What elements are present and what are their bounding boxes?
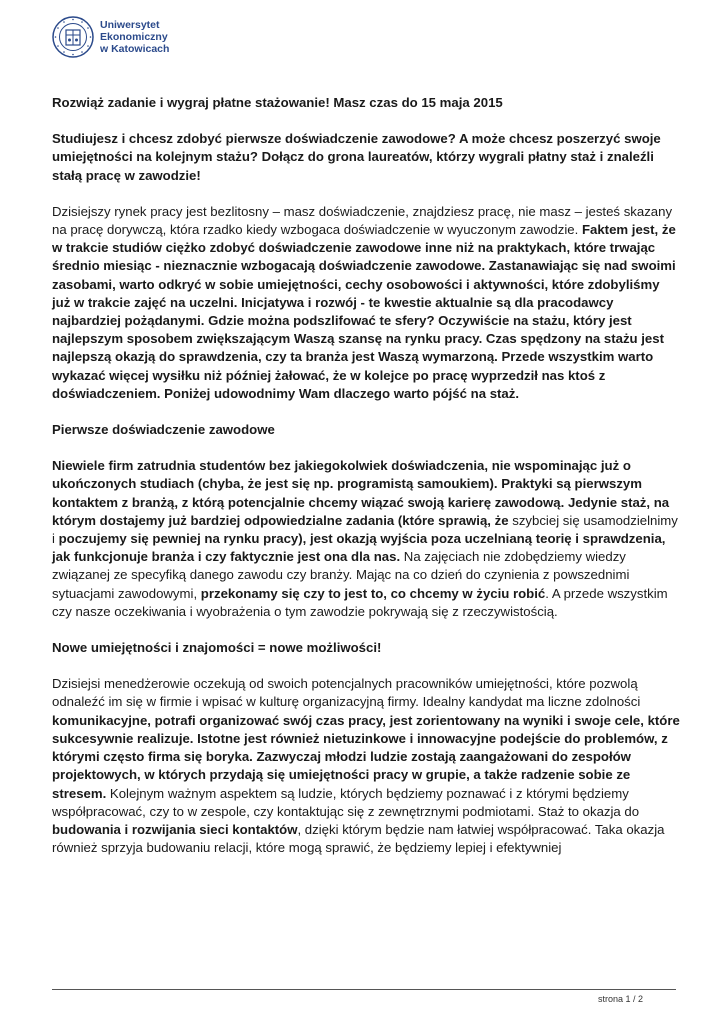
university-seal-icon: [52, 16, 94, 58]
paragraph-experience: Niewiele firm zatrudnia studentów bez jakiegokolwiek doświadczenia, nie wspominając już o ukończonych studiach (chyba, że jest się np. programistą samoukiem). Praktyki są pierwszym kontaktem z branżą, z którą potencjalnie chcemy wiązać swoją karierę zawodową. Jedynie staż, na którym dostajemy już bardziej odpowiedzialne zadania (które sprawią, że szybciej się usamodzielnimy i poczujemy się pewniej na rynku pracy), jest okazją wyjścia poza uczelnianą teorię i sprawdzenia, jak funkcjonuje branża i czy faktycznie jest ona dla nas. Na zajęciach nie zdobędziemy wiedzy związanej ze specyfiką danego zawodu czy branży. Mając na co dzień do czynienia z powszednimi sytuacjami zawodowymi, przekonamy się czy to jest to, co chcemy w życiu robić. A przede wszystkim czy nasze oczekiwania i wyobrażenia o tym zawodzie pokrywają się z rzeczywistością.: [52, 458, 678, 619]
paragraph-intro: Dzisiejszy rynek pracy jest bezlitosny – masz doświadczenie, znajdziesz pracę, nie masz – jesteś skazany na pracę dorywczą, która rzadko kiedy wzbogaca doświadczenie w wyuczonym zawodzie. Faktem jest, że w trakcie studiów ciężko zdobyć doświadczenie zawodowe inne niż na praktykach, które trwając średnio miesiąc - nieznacznie wzbogacają doświadczenie zawodowe. Zastanawiając się nad swoimi zasobami, warto odkryć w sobie umiejętności, cechy osobowości i aktywności, które zdobyliśmy już w trakcie zajęć na uczelni. Inicjatywa i rozwój - te kwestie aktualnie są dla pracodawcy najbardziej pożądanymi. Gdzie można podszlifować te sfery? Oczywiście na stażu, który jest najlepszym sposobem zwiększającym Waszą szansę na rynku pracy. Czas spędzony na stażu jest najlepszą okazją do sprawdzenia, czy ta branża jest Waszą wymarzoną. Przede wszystkim warto wykazać więcej wysiłku niż później żałować, że w kolejce po pracę wyprzedził nas ktoś z doświadczeniem. Poniżej udowodnimy Wam dlaczego warto pójść na staż.: [52, 203, 676, 401]
footer-divider: [52, 989, 676, 990]
section-heading-skills: Nowe umiejętności i znajomości = nowe możliwości!: [52, 640, 382, 656]
logo-line-2: Ekonomiczny: [100, 31, 168, 43]
page-number: strona 1 / 2: [597, 994, 643, 1004]
university-logo: [52, 16, 169, 58]
article-body: [52, 94, 680, 875]
logo-line-1: Uniwersytet: [100, 19, 160, 31]
paragraph-skills: Dzisiejsi menedżerowie oczekują od swoich potencjalnych pracowników umiejętności, które pozwolą odnaleźć im się w firmie i wpisać w kulturę organizacyjną firmy. Idealny kandydat ma liczne zdolności komunikacyjne, potrafi organizować swój czas pracy, jest zorientowany na wyniki i swoje cele, które sukcesywnie realizuje. Istotne jest również nietuzinkowe i innowacyjne podejście do problemów, z którymi często firma się boryka. Zazwyczaj młodzi ludzie zostają zaangażowani do zespołów projektowych, w których przydają się umiejętności pracy w grupie, a także radzenie sobie ze stresem. Kolejnym ważnym aspektem są ludzie, których będziemy poznawać i z którymi będziemy współpracować, czy to w zespole, czy kontaktując się z zewnętrznymi podmiotami. Staż to okazja do budowania i rozwijania sieci kontaktów, dzięki którym będzie nam łatwiej współpracować. Taka okazja również sprzyja budowaniu relacji, które mogą sprawić, że będziemy lepiej i efektywniej: [52, 676, 680, 856]
logo-line-3: w Katowicach: [100, 43, 170, 55]
university-name: [100, 19, 169, 55]
article-title: Rozwiąż zadanie i wygraj płatne stażowanie! Masz czas do 15 maja 2015: [52, 95, 503, 110]
article-lead: Studiujesz i chcesz zdobyć pierwsze doświadczenie zawodowe? A może chcesz poszerzyć swoje umiejętności na kolejnym stażu? Dołącz do grona laureatów, którzy wygrali płatny staż i znaleźli stałą pracę w zawodzie!: [52, 131, 661, 183]
section-heading-experience: Pierwsze doświadczenie zawodowe: [52, 422, 275, 438]
